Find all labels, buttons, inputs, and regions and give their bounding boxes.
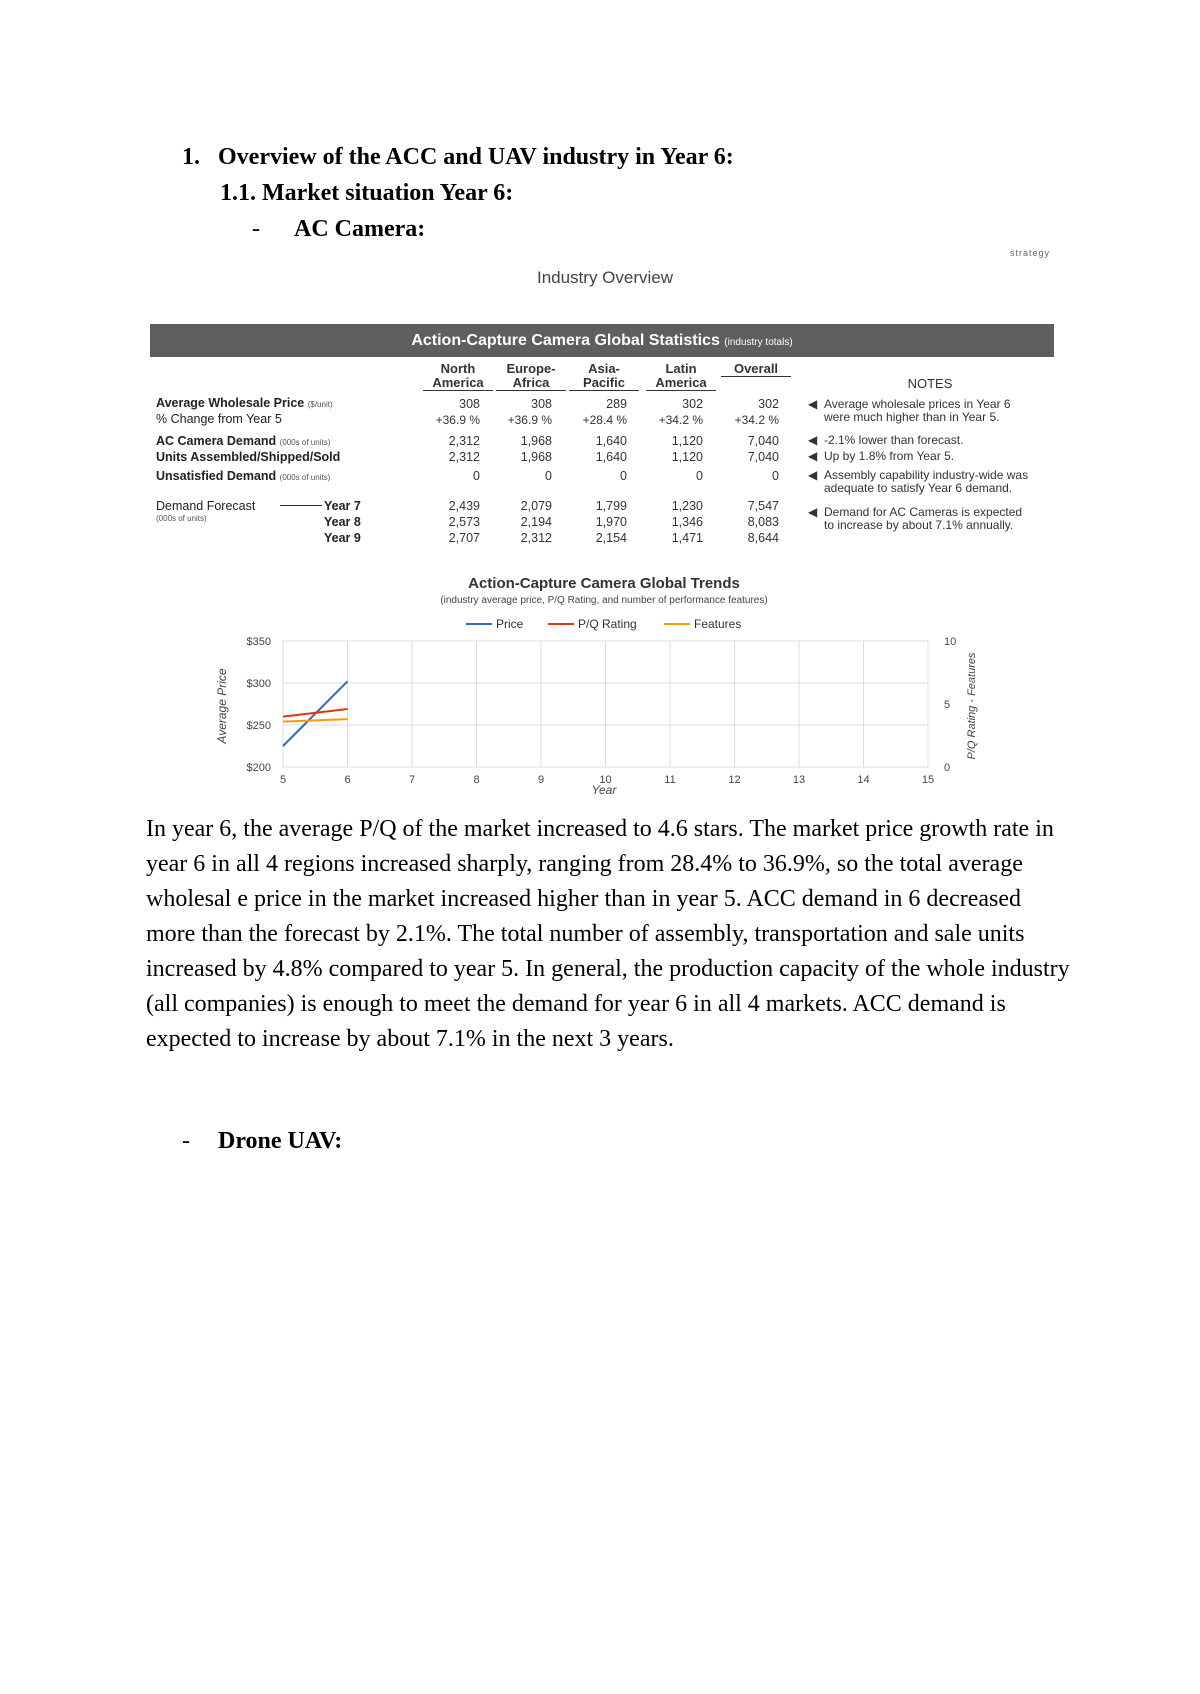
year8-label: Year 8 (324, 515, 361, 529)
row-label-forecast: Demand Forecast (156, 499, 256, 513)
col-header-line1: Asia- (588, 361, 620, 376)
grid-cell: +34.2 % (734, 413, 779, 427)
chart-subtitle: (industry average price, P/Q Rating, and number of performance features) (440, 595, 768, 606)
x-tick-label: 5 (279, 774, 287, 786)
grid-cell: 1,346 (671, 515, 703, 529)
grid-cell: 1,968 (520, 434, 552, 448)
grid-cell: 7,547 (747, 499, 779, 513)
grid-cell: +28.4 % (582, 413, 627, 427)
y2-tick-label: 10 (944, 636, 957, 648)
grid-cell: 0 (473, 469, 480, 483)
grid-cell: +36.9 % (507, 413, 552, 427)
x-tick-label: 9 (537, 774, 545, 786)
col-header-line2: Pacific (569, 376, 639, 391)
bullet-dash: - (252, 216, 260, 242)
legend-label: P/Q Rating (578, 617, 637, 631)
y-tick-label: $300 (246, 678, 271, 690)
row-label-change: % Change from Year 5 (156, 412, 282, 426)
grid-cell: 1,640 (595, 434, 627, 448)
grid-cell: 8,644 (747, 531, 779, 545)
y-axis-label: Average Price (215, 668, 229, 744)
x-tick-label: 10 (599, 774, 612, 786)
trends-chart (0, 0, 1200, 810)
note-text: to increase by about 7.1% annually. (824, 518, 1014, 532)
grid-cell: 289 (606, 397, 627, 411)
x-tick-label: 8 (473, 774, 480, 786)
col-header-line2: America (423, 376, 493, 391)
grid-cell: 2,312 (520, 531, 552, 545)
grid-cell: 1,471 (671, 531, 703, 545)
notes-header: NOTES (907, 376, 953, 391)
y-tick-label: $350 (246, 636, 271, 648)
corner-logo-text: strategy (1010, 248, 1051, 258)
legend-label: Features (694, 617, 742, 631)
grid-cell: 2,194 (520, 515, 552, 529)
drone-uav-heading (182, 1128, 342, 1155)
x-tick-label: 11 (664, 774, 676, 786)
grid-cell: 1,799 (595, 499, 627, 513)
grid-cell: +36.9 % (435, 413, 480, 427)
grid-cell: 1,640 (595, 450, 627, 464)
grid-cell: 2,312 (448, 450, 480, 464)
row-label-text: Unsatisfied Demand (156, 469, 277, 483)
note-text: Demand for AC Cameras is expected (824, 505, 1023, 519)
note-text: Assembly capability industry-wide was (824, 468, 1029, 482)
grid-cell: 7,040 (747, 434, 779, 448)
row-label-forecast-unit: (000s of units) (156, 514, 207, 523)
x-tick-label: 14 (857, 774, 870, 786)
banner-subtitle: (industry totals) (724, 337, 793, 348)
legend-label: Price (496, 617, 524, 631)
row-label-units: Units Assembled/Shipped/Sold (156, 450, 341, 464)
row-unit: ($/unit) (307, 400, 333, 409)
arrow-left-icon: ◀ (808, 449, 818, 463)
grid-cell: 7,040 (747, 450, 779, 464)
col-header-line1: North (440, 361, 476, 376)
note-text: Up by 1.8% from Year 5. (824, 449, 955, 463)
note-text: were much higher than in Year 5. (824, 410, 1000, 424)
x-tick-label: 13 (792, 774, 806, 786)
grid-cell: 1,230 (671, 499, 703, 513)
y-tick-label: $250 (246, 720, 271, 732)
section-number: 1. (182, 144, 200, 170)
row-label-text: AC Camera Demand (156, 434, 277, 448)
col-header-line2: America (646, 376, 716, 391)
chart-legend (466, 617, 741, 631)
banner-title: Action-Capture Camera Global Statistics (411, 332, 720, 349)
industry-overview-title: Industry Overview (536, 268, 674, 287)
grid-cell: 2,079 (520, 499, 552, 513)
row-unit: (000s of units) (279, 438, 331, 447)
x-tick-label: 7 (408, 774, 416, 786)
section-title: Overview of the ACC and UAV industry in Year 6: (218, 144, 734, 170)
col-header-line2: Overall (721, 362, 791, 377)
note-text: -2.1% lower than forecast. (824, 433, 964, 447)
grid-cell: 1,968 (520, 450, 552, 464)
x-tick-label: 12 (728, 774, 741, 786)
y2-axis-label: P/Q Rating - Features (966, 652, 978, 760)
grid-cell: 8,083 (747, 515, 779, 529)
year9-label: Year 9 (324, 531, 361, 545)
x-tick-label: 15 (921, 774, 935, 786)
grid-cell: 0 (620, 469, 627, 483)
subsection-heading: 1.1. Market situation Year 6: (220, 180, 514, 206)
drone-uav-title: Drone UAV: (218, 1128, 343, 1154)
col-header-line1: Europe- (506, 361, 556, 376)
x-axis-label: Year (591, 783, 617, 797)
grid-cell: 2,154 (595, 531, 627, 545)
arrow-left-icon: ◀ (808, 505, 818, 519)
grid-cell: +34.2 % (658, 413, 703, 427)
chart-grid (283, 641, 928, 767)
y2-tick-label: 0 (944, 762, 951, 774)
grid-cell: 0 (696, 469, 703, 483)
bullet-dash: - (182, 1128, 190, 1154)
row-unit: (000s of units) (279, 473, 331, 482)
col-header-line2: Africa (496, 376, 566, 391)
grid-cell: 302 (682, 397, 703, 411)
col-header-line1: Latin (665, 361, 697, 376)
ac-camera-title: AC Camera: (294, 216, 426, 242)
note-text: adequate to satisfy Year 6 demand. (824, 481, 1013, 495)
arrow-left-icon: ◀ (808, 433, 818, 447)
grid-cell: 302 (758, 397, 779, 411)
y-tick-label: $200 (246, 762, 271, 774)
grid-cell: 2,707 (448, 531, 480, 545)
grid-cell: 2,439 (448, 499, 480, 513)
analysis-paragraph: In year 6, the average P/Q of the market increased to 4.6 stars. The market price growth rate in year 6 in all 4 regions increased sharply, ranging from 28.4% to 36.9%, so the total average wholesal e price in the market increased higher than in year 5. ACC demand in 6 decreased more than the forecast by 2.1%. The total number of assembly, transportation and sale units increased by 4.8% compared to year 5. In general, the production capacity of the whole industry (all companies) is enough to meet the demand for year 6 in all 4 markets. ACC demand is expected to increase by about 7.1% in the next 3 years. (146, 816, 1070, 1052)
grid-cell: 1,120 (671, 450, 703, 464)
x-tick-label: 6 (344, 774, 351, 786)
grid-cell: 308 (531, 397, 552, 411)
grid-cell: 1,970 (595, 515, 627, 529)
y2-tick-label: 5 (944, 699, 951, 711)
chart-title: Action-Capture Camera Global Trends (468, 575, 740, 592)
grid-cell: 0 (772, 469, 779, 483)
grid-cell: 0 (545, 469, 552, 483)
grid-cell: 308 (459, 397, 480, 411)
note-text: Average wholesale prices in Year 6 (824, 397, 1011, 411)
grid-cell: 2,312 (448, 434, 480, 448)
year7-label: Year 7 (324, 499, 361, 513)
arrow-left-icon: ◀ (808, 397, 818, 411)
grid-cell: 2,573 (448, 515, 480, 529)
arrow-left-icon: ◀ (808, 468, 818, 482)
row-label-text: Average Wholesale Price (156, 396, 305, 410)
grid-cell: 1,120 (671, 434, 703, 448)
